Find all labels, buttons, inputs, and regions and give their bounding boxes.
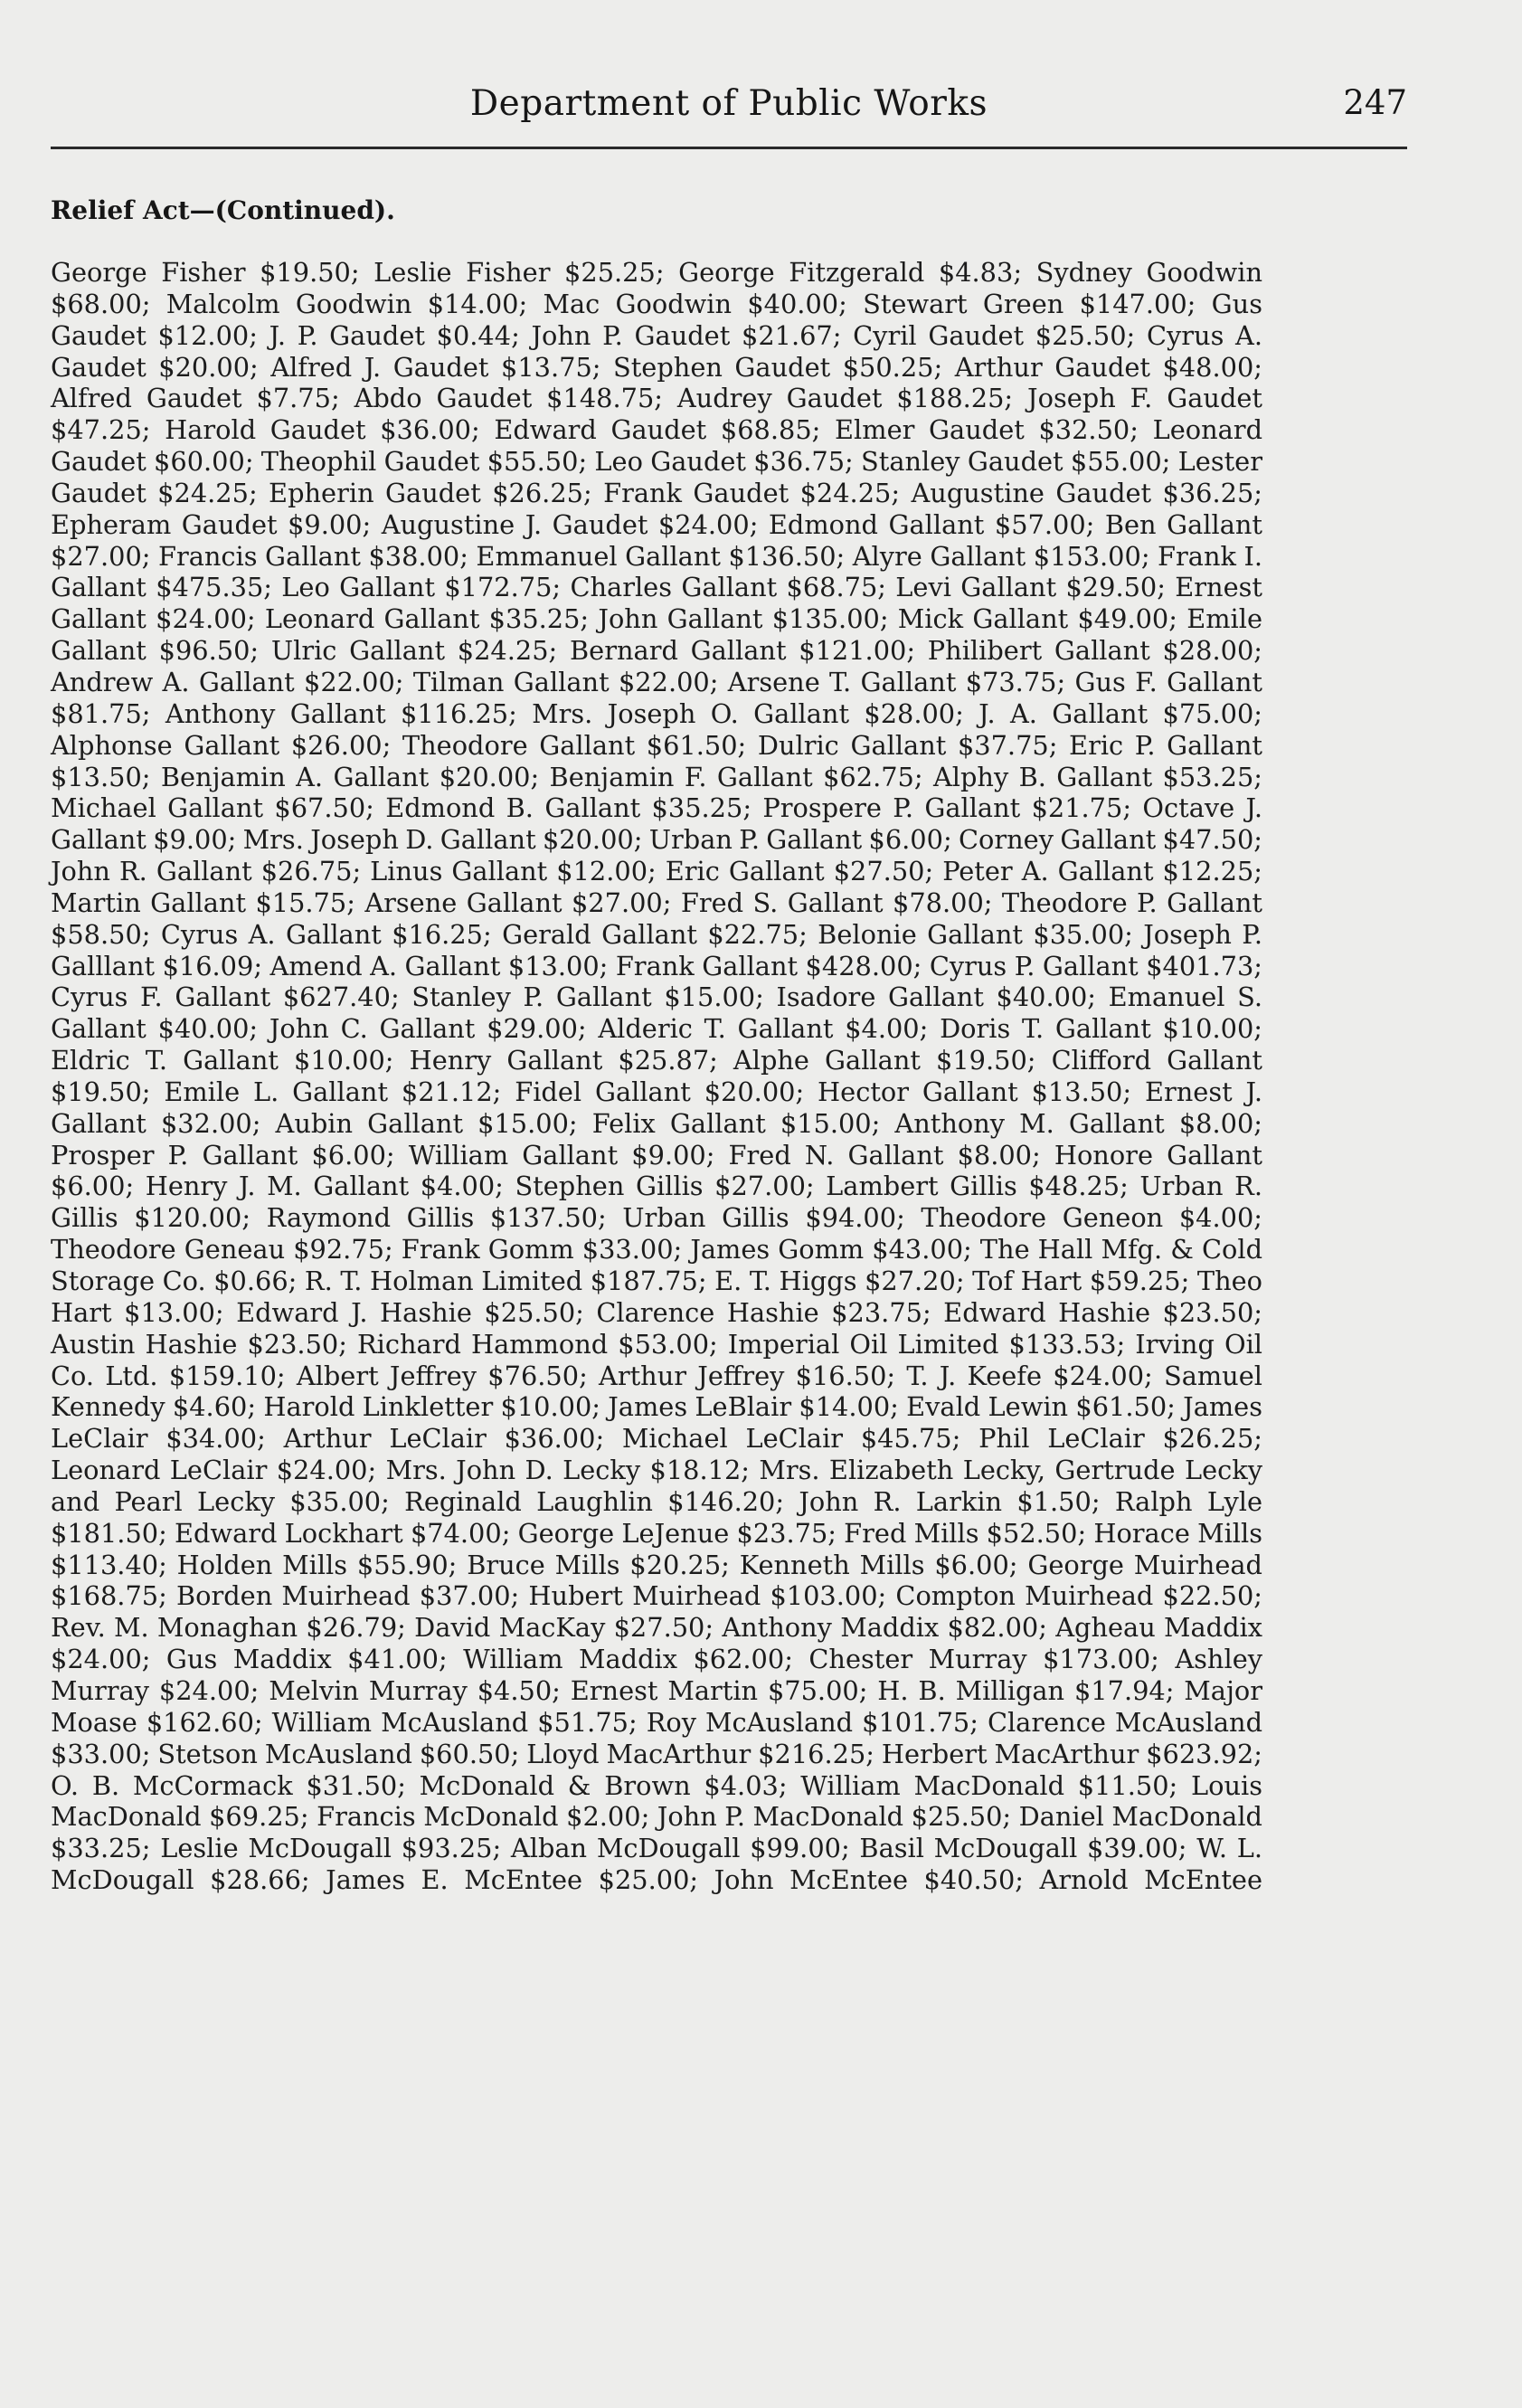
section-heading: Relief Act—(Continued). xyxy=(51,195,395,225)
body-paragraph: George Fisher $19.50; Leslie Fisher $25.25; George Fitzgerald $4.83; Sydney Goodwin $68.00; Malcolm Goodwin $14.00; Mac Goodwin $40.00; Stewart Green $147.00; Gus Gaudet $12.00; J. P. Gaudet $0.44; John P. Gaudet $21.67; Cyril Gaudet $25.50; Cyrus A. Gaudet $20.00; Alfred J. Gaudet $13.75; Stephen Gaudet $50.25; Arthur Gaudet $48.00; Alfred Gaudet $7.75; Abdo Gaudet $148.75; Audrey Gaudet $188.25; Joseph F. Gaudet $47.25; Harold Gaudet $36.00; Edward Gaudet $68.85; Elmer Gaudet $32.50; Leonard Gaudet $60.00; Theophil Gaudet $55.50; Leo Gaudet $36.75; Stanley Gaudet $55.00; Lester Gaudet $24.25; Epherin Gaudet $26.25; Frank Gaudet $24.25; Augustine Gaudet $36.25; Epheram Gaudet $9.00; Augustine J. Gaudet $24.00; Edmond Gallant $57.00; Ben Gallant $27.00; Francis Gallant $38.00; Emmanuel Gallant $136.50; Alyre Gallant $153.00; Frank I. Gallant $475.35; Leo Gallant $172.75; Charles Gallant $68.75; Levi Gallant $29.50; Ernest Gallant $24.00; Leonard Gallant $35.25; John Gallant $135.00; Mick Gallant $49.00; Emile Gallant $96.50; Ulric Gallant $24.25; Bernard Gallant $121.00; Philibert Gallant $28.00; Andrew A. Gallant $22.00; Tilman Gallant $22.00; Arsene T. Gallant $73.75; Gus F. Gallant $81.75; Anthony Gallant $116.25; Mrs. Joseph O. Gallant $28.00; J. A. Gallant $75.00; Alphonse Gallant $26.00; Theodore Gallant $61.50; Dulric Gallant $37.75; Eric P. Gallant $13.50; Benjamin A. Gallant $20.00; Benjamin F. Gallant $62.75; Alphy B. Gallant $53.25; Michael Gallant $67.50; Edmond B. Gallant $35.25; Prospere P. Gallant $21.75; Octave J. Gallant $9.00; Mrs. Joseph D. Gallant $20.00; Urban P. Gallant $6.00; Corney Gallant $47.50; John R. Gallant $26.75; Linus Gallant $12.00; Eric Gallant $27.50; Peter A. Gallant $12.25; Martin Gallant $15.75; Arsene Gallant $27.00; Fred S. Gallant $78.00; Theodore P. Gallant $58.50; Cyrus A. Gallant $16.25; Gerald Gallant $22.75; Belonie Gallant $35.00; Joseph P. Galllant $16.09; Amend A. Gallant $13.00; Frank Gallant $428.00; Cyrus P. Gallant $401.73; Cyrus F. Gallant $627.40; Stanley P. Gallant $15.00; Isadore Gallant $40.00; Emanuel S. Gallant $40.00; John C. Gallant $29.00; Alderic T. Gallant $4.00; Doris T. Gallant $10.00; Eldric T. Gallant $10.00; Henry Gallant $25.87; Alphe Gallant $19.50; Clifford Gallant $19.50; Emile L. Gallant $21.12; Fidel Gallant $20.00; Hector Gallant $13.50; Ernest J. Gallant $32.00; Aubin Gallant $15.00; Felix Gallant $15.00; Anthony M. Gallant $8.00; Prosper P. Gallant $6.00; William Gallant $9.00; Fred N. Gallant $8.00; Honore Gallant $6.00; Henry J. M. Gallant $4.00; Stephen Gillis $27.00; Lambert Gillis $48.25; Urban R. Gillis $120.00; Raymond Gillis $137.50; Urban Gillis $94.00; Theodore Geneon $4.00; Theodore Geneau $92.75; Frank Gomm $33.00; James Gomm $43.00; The Hall Mfg. & Cold Storage Co. $0.66; R. T. Holman Limited $187.75; E. T. Higgs $27.20; Tof Hart $59.25; Theo Hart $13.00; Edward J. Hashie $25.50; Clarence Hashie $23.75; Edward Hashie $23.50; Austin Hashie $23.50; Richard Hammond $53.00; Imperial Oil Limited $133.53; Irving Oil Co. Ltd. $159.10; Albert Jeffrey $76.50; Arthur Jeffrey $16.50; T. J. Keefe $24.00; Samuel Kennedy $4.60; Harold Linkletter $10.00; James LeBlair $14.00; Evald Lewin $61.50; James LeClair $34.00; Arthur LeClair $36.00; Michael LeClair $45.75; Phil LeClair $26.25; Leonard LeClair $24.00; Mrs. John D. Lecky $18.12; Mrs. Elizabeth Lecky, Gertrude Lecky and Pearl Lecky $35.00; Reginald Laughlin $146.20; John R. Larkin $1.50; Ralph Lyle $181.50; Edward Lockhart $74.00; George LeJenue $23.75; Fred Mills $52.50; Horace Mills $113.40; Holden Mills $55.90; Bruce Mills $20.25; Kenneth Mills $6.00; George Muirhead $168.75; Borden Muirhead $37.00; Hubert Muirhead $103.00; Compton Muirhead $22.50; Rev. M. Monaghan $26.79; David MacKay $27.50; Anthony Maddix $82.00; Agheau Maddix $24.00; Gus Maddix $41.00; William Maddix $62.00; Chester Murray $173.00; Ashley Murray $24.00; Melvin Murray $4.50; Ernest Martin $75.00; H. B. Milligan $17.94; Major Moase $162.60; William McAusland $51.75; Roy McAusland $101.75; Clarence McAusland $33.00; Stetson McAusland $60.50; Lloyd MacArthur $216.25; Herbert MacArthur $623.92; O. B. McCormack $31.50; McDonald & Brown $4.03; William MacDonald $11.50; Louis MacDonald $69.25; Francis McDonald $2.00; John P. MacDonald $25.50; Daniel MacDonald $33.25; Leslie McDougall $93.25; Alban McDougall $99.00; Basil McDougall $39.00; W. L. McDougall $28.66; James E. McEntee $25.00; John McEntee $40.50; Arnold McEntee xyxy=(51,257,1262,1896)
page-number: 247 xyxy=(1343,83,1407,122)
running-head xyxy=(51,83,1407,137)
running-title: Department of Public Works xyxy=(469,83,988,124)
header-rule xyxy=(51,147,1407,149)
